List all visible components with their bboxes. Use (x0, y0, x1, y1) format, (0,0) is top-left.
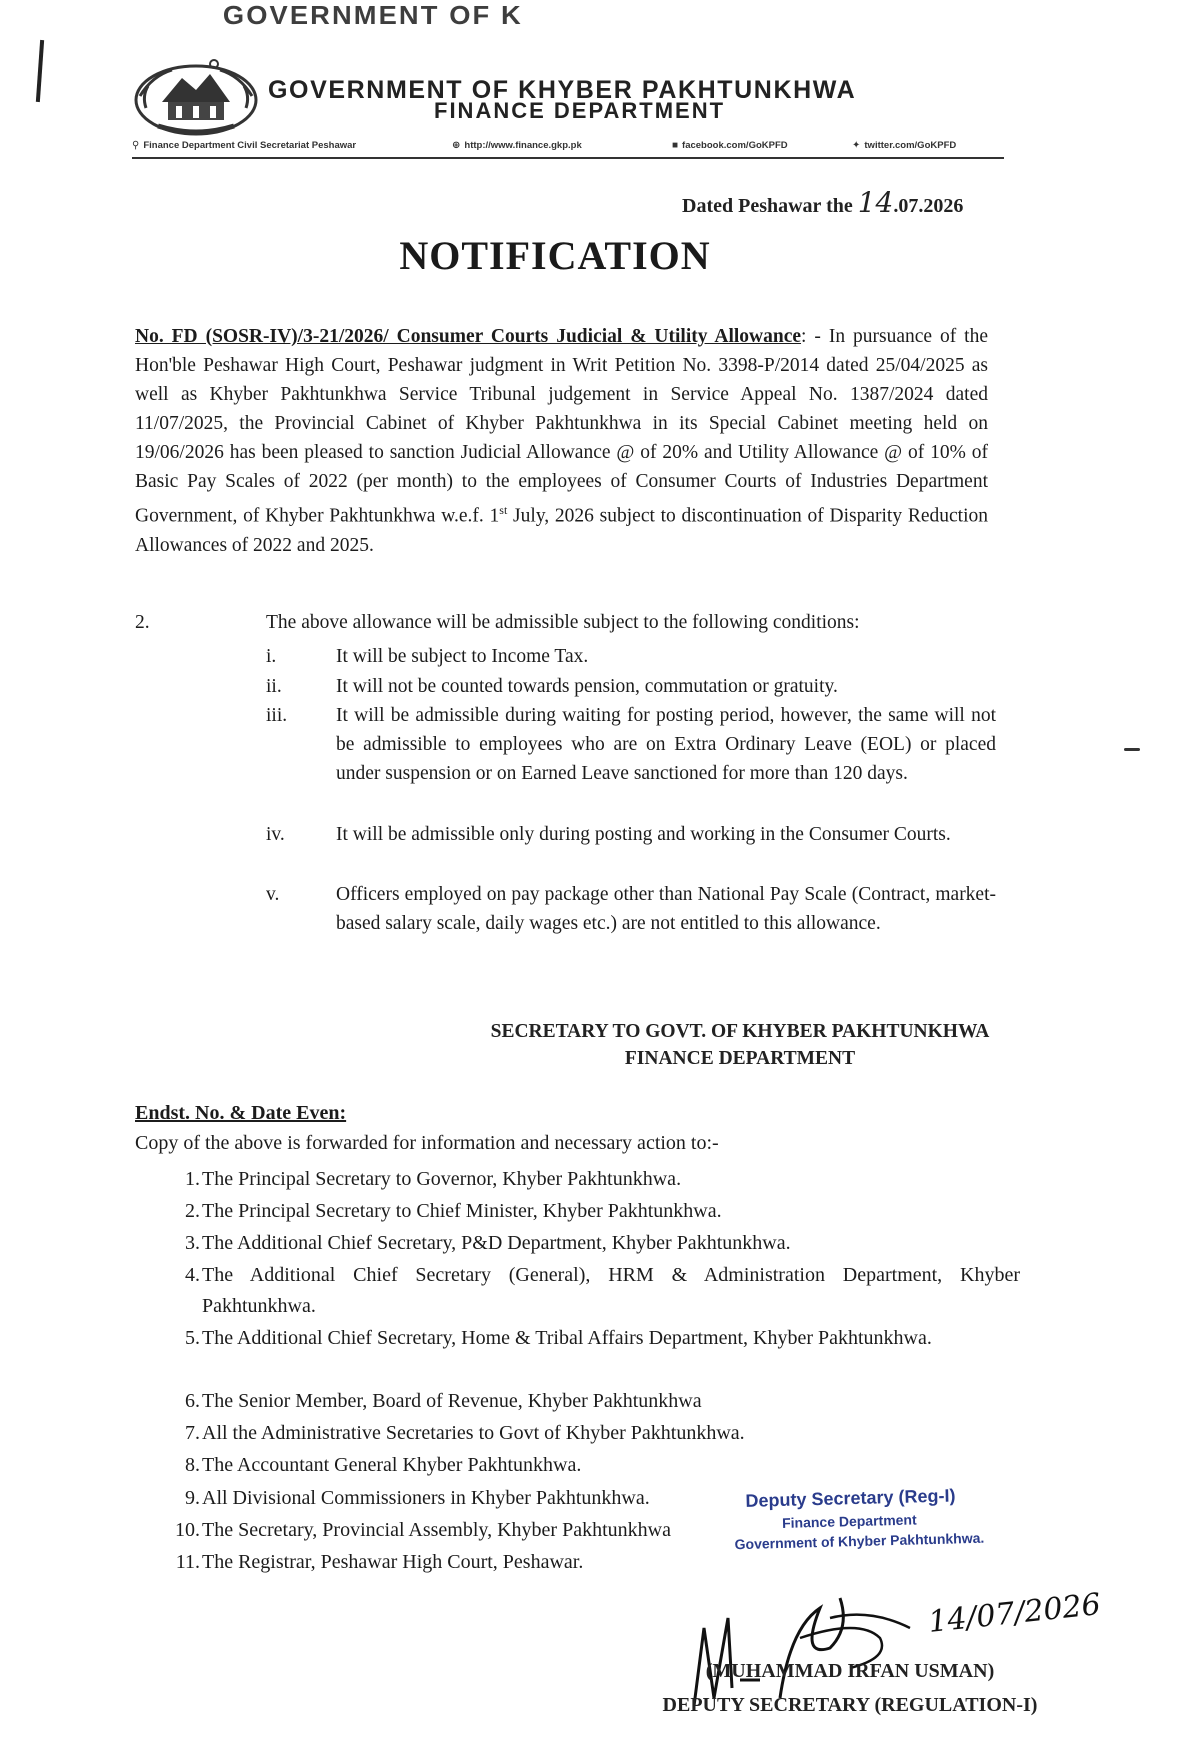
signatory-name: (MUHAMMAD IRFAN USMAN) (705, 1660, 995, 1682)
recipient-text: All Divisional Commissioners in Khyber Pakhtunkhwa. (202, 1487, 650, 1509)
date-month-year: .07.2026 (893, 195, 964, 217)
paragraph-1-text: : - In pursuance of the Hon'ble Peshawar High Court, Peshawar judgment in Writ Petition No. 3398-P/2014 dated 25/04/2025 as well as Khyber Pakhtunkhwa Service Tribunal judgement in Service Appeal No. 1387/2024 dated 11/07/2025, the Provincial Cabinet of Khyber Pakhtunkhwa in its Special Cabinet meeting held on 19/06/2026 has been pleased to sanction Judicial Allowance @ of 20% and Utility Allowance @ of 10% of Basic Pay Scales of 2022 (per month) to the employees of Consumer Courts of Industries Department Government, of Khyber Pakhtunkhwa w.e.f. 1 (135, 326, 988, 527)
recipient-text: The Senior Member, Board of Revenue, Khyber Pakhtunkhwa (202, 1390, 702, 1412)
recipient-text: The Additional Chief Secretary, Home & Tribal Affairs Department, Khyber Pakhtunkhwa. (202, 1327, 932, 1349)
reference-number: No. FD (SOSR-IV)/3-21/2026/ Consumer Courts Judicial & Utility Allowance (135, 326, 802, 347)
document-title: NOTIFICATION (399, 233, 711, 278)
website-text: http://www.finance.gkp.pk (464, 140, 582, 151)
top-header-strip: GOVERNMENT OF K (222, 0, 523, 30)
endorsement-heading: Endst. No. & Date Even: (135, 1102, 347, 1124)
letterhead-department: FINANCE DEPARTMENT (434, 98, 726, 123)
paragraph-2-intro: The above allowance will be admissible subject to the following conditions: (266, 612, 860, 633)
condition-text: It will be subject to Income Tax. (336, 646, 589, 667)
letterhead-contact-bar (132, 138, 1004, 156)
condition-text: It will be admissible during waiting for posting period, however, the same will not be admissible to employees who are on Extra Ordinary Leave (EOL) or placed under suspension or on Earned Leave sanctioned for more than 120 days. (336, 705, 996, 784)
recipient-number: 9. (185, 1487, 200, 1509)
condition-number: v. (266, 884, 280, 905)
secretary-signature-block (440, 1018, 1040, 1072)
recipient-text: The Secretary, Provincial Assembly, Khyber Pakhtunkhwa (202, 1519, 671, 1541)
recipient-number: 4. (185, 1264, 200, 1286)
recipient-number: 11. (175, 1551, 200, 1573)
facebook-text: facebook.com/GoKPFD (682, 140, 788, 151)
stamp-department: Finance Department (781, 1511, 917, 1531)
signatory-designation: DEPUTY SECRETARY (REGULATION-I) (662, 1694, 1038, 1716)
letterhead-title: GOVERNMENT OF KHYBER PAKHTUNKHWA (268, 76, 857, 104)
twitter-text: twitter.com/GoKPFD (864, 140, 957, 151)
signature-date: 14/07/2026 (926, 1587, 1103, 1640)
recipient-number: 6. (185, 1390, 200, 1412)
official-stamp (731, 1485, 984, 1553)
condition-number: iv. (266, 824, 285, 845)
recipient-number: 10. (175, 1519, 200, 1541)
twitter-icon: ✦ (852, 140, 861, 151)
stamp-government: Government of Khyber Pakhtunkhwa. (734, 1529, 985, 1553)
ordinal-suffix: st (499, 503, 508, 517)
condition-text: It will be admissible only during posting and working in the Consumer Courts. (336, 824, 951, 845)
contact-address (132, 140, 356, 151)
recipient-number: 2. (185, 1200, 200, 1222)
date-day-handwritten: 14 (857, 186, 894, 219)
condition-number: iii. (266, 705, 288, 726)
recipient-text: The Accountant General Khyber Pakhtunkhwa. (202, 1454, 582, 1476)
endorsement-intro: Copy of the above is forwarded for information and necessary action to:- (135, 1132, 719, 1154)
recipient-text: The Registrar, Peshawar High Court, Peshawar. (202, 1551, 584, 1573)
recipient-text: The Additional Chief Secretary, P&D Department, Khyber Pakhtunkhwa. (202, 1232, 791, 1254)
facebook-icon: ■ (672, 140, 679, 151)
recipient-text: The Principal Secretary to Chief Minister, Khyber Pakhtunkhwa. (202, 1200, 722, 1222)
recipient-number: 8. (185, 1454, 200, 1476)
contact-twitter (852, 140, 956, 151)
margin-dash-mark (1124, 748, 1140, 751)
notification-date (682, 186, 963, 219)
recipient-text: All the Administrative Secretaries to Govt of Khyber Pakhtunkhwa. (202, 1422, 745, 1444)
recipient-number: 7. (185, 1422, 200, 1444)
secretary-title: SECRETARY TO GOVT. OF KHYBER PAKHTUNKHWA (490, 1021, 990, 1042)
condition-number: i. (266, 646, 277, 667)
letterhead-rule (132, 157, 1004, 159)
condition-text: It will not be counted towards pension, commutation or gratuity. (336, 676, 838, 697)
recipient-number: 5. (185, 1327, 200, 1349)
contact-facebook (672, 140, 788, 151)
recipient-number: 1. (185, 1168, 200, 1190)
notification-paragraph-1 (135, 322, 988, 560)
recipient-number: 3. (185, 1232, 200, 1254)
location-pin-icon: ⚲ (132, 140, 140, 151)
margin-pen-mark (36, 40, 44, 102)
condition-text: Officers employed on pay package other than National Pay Scale (Contract, market-based salary scale, daily wages etc.) are not entitled to this allowance. (336, 884, 996, 934)
recipient-text: The Additional Chief Secretary (General), HRM & Administration Department, Khyber Pakhtunkhwa. (202, 1264, 1020, 1317)
stamp-designation: Deputy Secretary (Reg-I) (745, 1485, 956, 1511)
address-text: Finance Department Civil Secretariat Peshawar (143, 140, 357, 151)
condition-number: ii. (266, 676, 282, 697)
contact-website (452, 140, 582, 151)
date-prefix: Dated Peshawar the (682, 195, 858, 217)
paragraph-1-text-end: July, 2026 subject to discontinuation of Disparity Reduction Allowances of 2022 and 2025. (135, 505, 988, 556)
signatory-block (600, 1654, 1100, 1722)
paragraph-2-number: 2. (135, 612, 150, 633)
secretary-department: FINANCE DEPARTMENT (624, 1048, 856, 1069)
globe-icon: ⊕ (452, 140, 461, 151)
recipient-text: The Principal Secretary to Governor, Khyber Pakhtunkhwa. (202, 1168, 682, 1190)
government-emblem-logo (132, 56, 260, 138)
